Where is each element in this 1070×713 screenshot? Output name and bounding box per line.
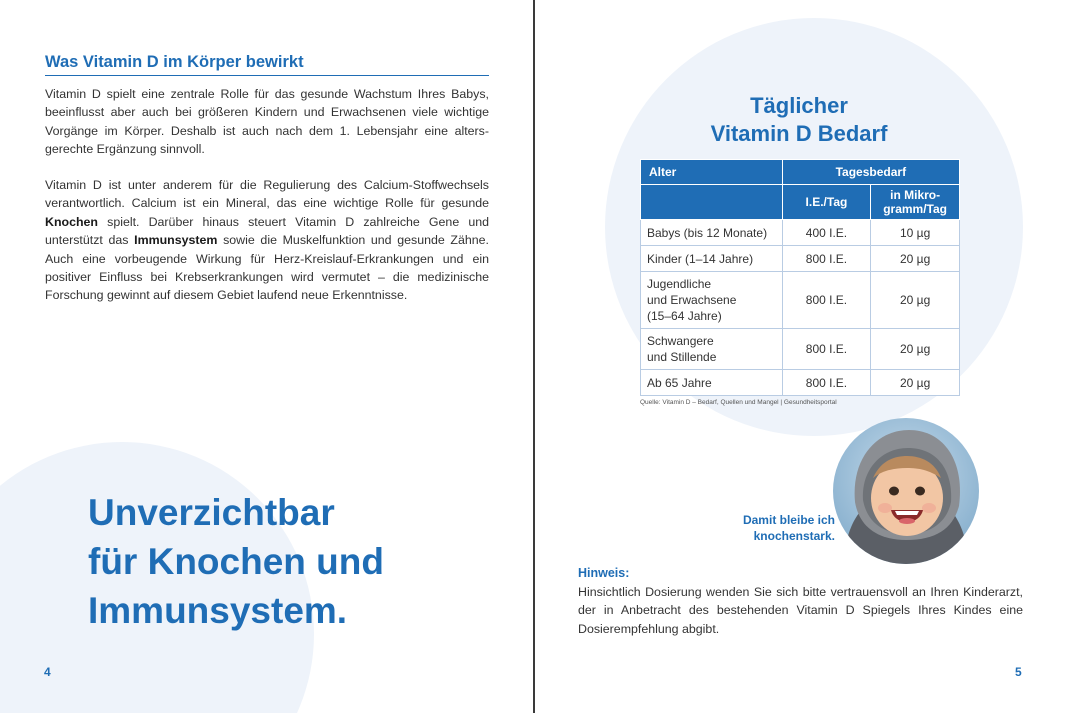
function-paragraph bbox=[45, 176, 489, 305]
headline-line: für Knochen und bbox=[88, 541, 384, 582]
header-alter: Alter bbox=[641, 160, 783, 185]
source-note: Quelle: Vitamin D – Bedarf, Quellen und Mangel | Gesundheitsportal bbox=[640, 399, 837, 406]
vitamin-d-table bbox=[640, 159, 960, 396]
baby-photo bbox=[833, 418, 979, 564]
ie-cell: 800 I.E. bbox=[782, 272, 871, 329]
header-tagesbedarf: Tagesbedarf bbox=[782, 160, 959, 185]
baby-illustration bbox=[833, 418, 979, 564]
microgram-cell: 20 µg bbox=[871, 246, 960, 272]
age-line: und Stillende bbox=[647, 350, 717, 364]
table-row bbox=[641, 370, 960, 396]
hint-title: Hinweis: bbox=[578, 566, 630, 580]
age-cell: Kinder (1–14 Jahre) bbox=[641, 246, 783, 272]
bold-term-immunsystem: Immunsystem bbox=[134, 233, 218, 248]
microgram-cell: 20 µg bbox=[871, 272, 960, 329]
hint-text: Hinsichtlich Dosierung wenden Sie sich bitte vertrauensvoll an Ihren Kinderarzt, der in Anbetracht des bestehenden Vitamin D Spiegels Ihres Kindes eine Dosierempfehlung abgibt. bbox=[578, 585, 1023, 636]
left-page bbox=[0, 0, 534, 713]
ie-cell: 800 I.E. bbox=[782, 370, 871, 396]
ie-cell: 800 I.E. bbox=[782, 329, 871, 370]
age-line: Jugendliche bbox=[647, 277, 712, 291]
table-row bbox=[641, 220, 960, 246]
age-cell: Babys (bis 12 Monate) bbox=[641, 220, 783, 246]
intro-paragraph: Vitamin D spielt eine zentrale Rolle für das gesunde Wachstum Ihres Babys, beeinflusst aber auch bei größeren Kindern und Erwachsenen viele wichtige Vorgänge im Körper. Deshalb ist auch nach dem 1. Lebensjahr eine alters-gerechte Ergänzung sinnvoll. bbox=[45, 87, 489, 157]
page-number-right: 5 bbox=[1015, 665, 1022, 679]
age-cell bbox=[641, 329, 783, 370]
header-empty-cell bbox=[641, 185, 783, 220]
caption-line: Damit bleibe ich bbox=[742, 513, 835, 527]
ie-cell: 400 I.E. bbox=[782, 220, 871, 246]
paragraph-text: Vitamin D ist unter anderem für die Regulierung des Calcium-Stoffwechsels verantwortlich. Calcium ist ein Mineral, das eine wichtige Rolle für gesunde bbox=[45, 178, 489, 211]
ie-cell: 800 I.E. bbox=[782, 246, 871, 272]
table-row bbox=[641, 272, 960, 329]
microgram-cell: 20 µg bbox=[871, 329, 960, 370]
microgram-cell: 10 µg bbox=[871, 220, 960, 246]
header-ie-per-day: I.E./Tag bbox=[782, 185, 871, 220]
microgram-cell: 20 µg bbox=[871, 370, 960, 396]
header-line: in Mikro- bbox=[890, 188, 941, 202]
title-line: Täglicher bbox=[750, 93, 848, 118]
photo-caption bbox=[685, 512, 835, 544]
right-page bbox=[535, 0, 1070, 713]
bold-term-knochen: Knochen bbox=[45, 214, 99, 229]
header-microgram-per-day bbox=[871, 185, 960, 220]
table-row bbox=[641, 329, 960, 370]
age-line: (15–64 Jahre) bbox=[647, 309, 722, 323]
paragraph-text: spielt. Darüber hinaus steuert Vitamin D zahlreiche Gene und unterstützt das bbox=[45, 214, 489, 248]
header-line: gramm/Tag bbox=[883, 202, 947, 216]
page-number-left: 4 bbox=[44, 665, 51, 679]
paragraph-text: sowie die Muskelfunktion und gesunde Zähne. Auch eine vorbeugende Wirkung für Herz-Kreislauf-Erkrankungen und ein positiver Einfluss bei Krebserkrankungen wird vermutet – die medizinische Forschung gewinnt auf diesem Gebiet laufend neue Erkenntnisse. bbox=[45, 233, 489, 303]
caption-line: knochenstark. bbox=[753, 529, 835, 543]
section-heading: Was Vitamin D im Körper bewirkt bbox=[45, 53, 489, 76]
table-row bbox=[641, 246, 960, 272]
page-headline bbox=[88, 488, 508, 635]
age-cell bbox=[641, 272, 783, 329]
headline-line: Unverzichtbar bbox=[88, 492, 335, 533]
headline-line: Immunsystem. bbox=[88, 590, 348, 631]
age-line: Schwangere bbox=[647, 334, 714, 348]
age-cell: Ab 65 Jahre bbox=[641, 370, 783, 396]
title-line: Vitamin D Bedarf bbox=[710, 121, 888, 146]
age-line: und Erwachsene bbox=[647, 293, 737, 307]
table-title bbox=[639, 92, 959, 148]
